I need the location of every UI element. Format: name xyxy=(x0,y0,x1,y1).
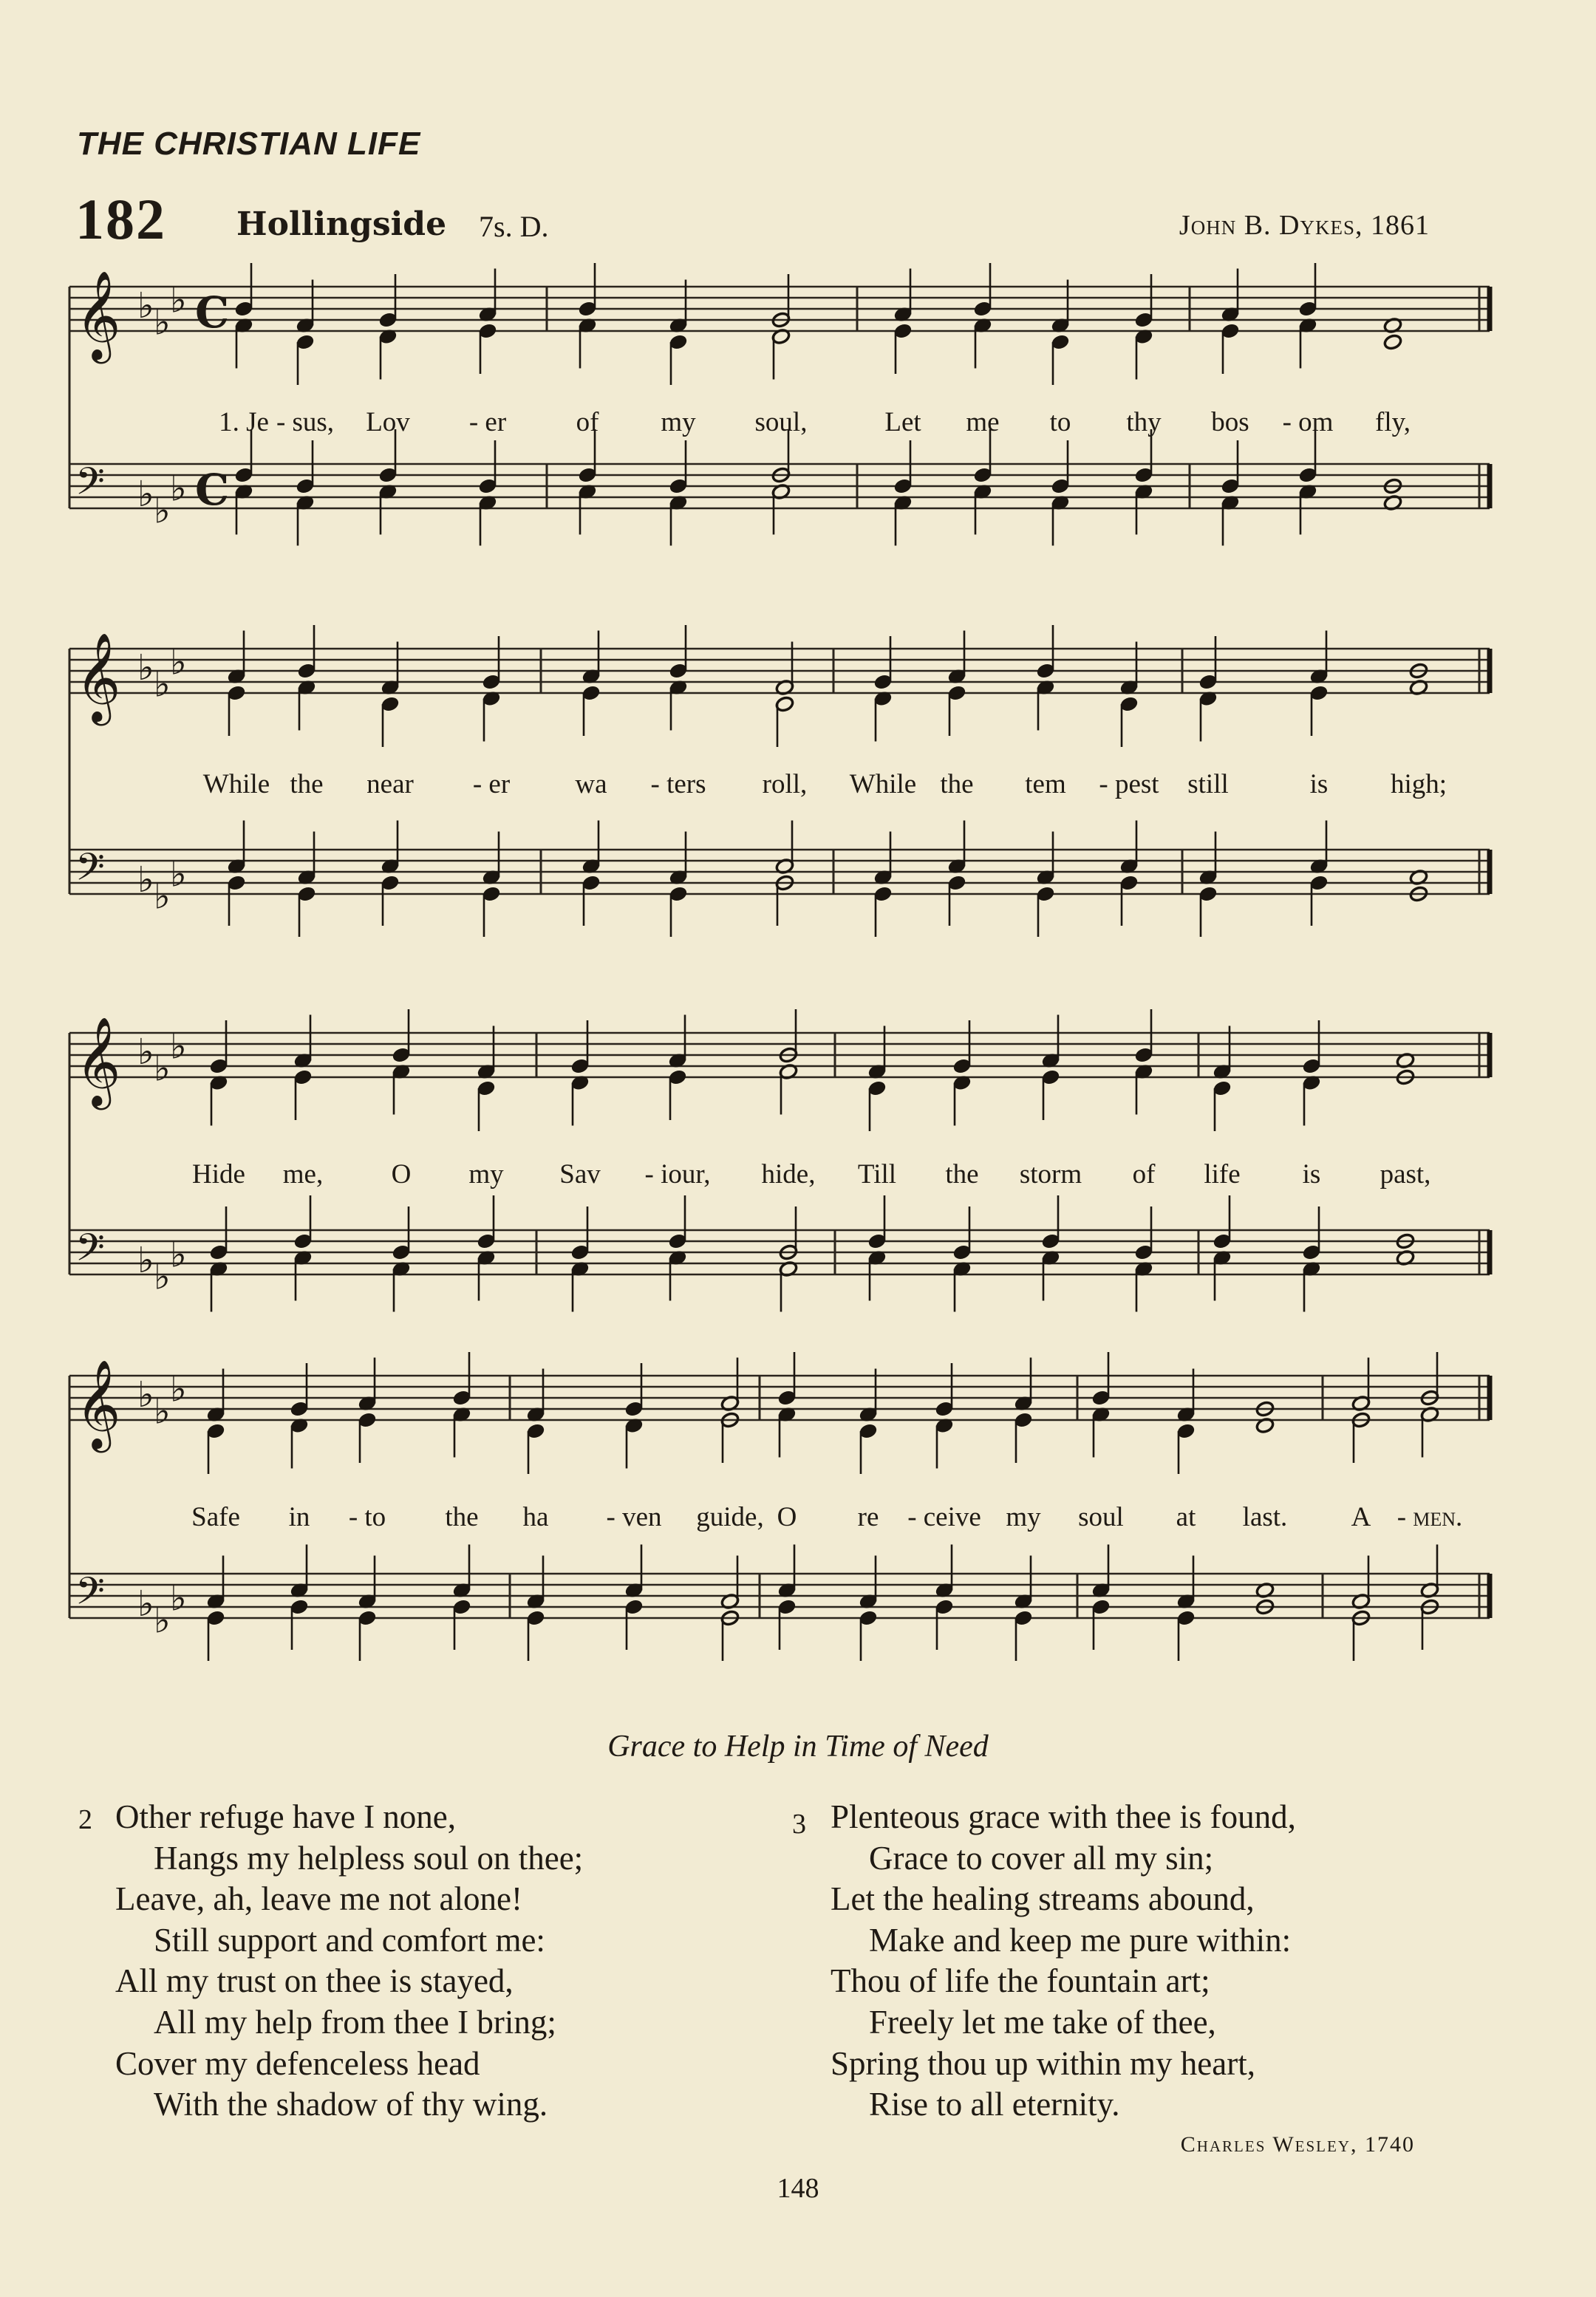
treble-clef: 𝄞 xyxy=(75,1016,121,1106)
lyric-syllable: me, xyxy=(282,1159,324,1190)
flat-sign: ♭ xyxy=(170,641,187,683)
bass-clef: 𝄢 xyxy=(75,844,105,898)
lyric-syllable: ha xyxy=(522,1502,549,1532)
lyric-syllable: the xyxy=(445,1502,479,1532)
lyric-syllable: O xyxy=(777,1502,797,1532)
flat-sign: ♭ xyxy=(170,1368,187,1410)
lyric-syllable: bos xyxy=(1211,407,1249,437)
lyric-syllable: Lov xyxy=(366,407,410,437)
lyric-line xyxy=(0,406,1596,443)
lyric-syllable: Let xyxy=(884,407,921,437)
flat-sign: ♭ xyxy=(154,1048,171,1090)
flat-sign: ♭ xyxy=(137,285,154,327)
lyric-syllable: re xyxy=(857,1502,879,1532)
lyric-syllable: the xyxy=(290,769,324,799)
flat-sign: ♭ xyxy=(170,468,187,510)
hymn-number: 182 xyxy=(75,187,166,251)
lyric-syllable: Hide xyxy=(192,1159,245,1190)
meter: 7s. D. xyxy=(479,210,549,243)
lyric-syllable: - er xyxy=(468,407,507,437)
flat-sign: ♭ xyxy=(154,301,171,344)
lyric-syllable: - sus, xyxy=(276,407,335,437)
verse-2 xyxy=(78,1797,583,2126)
lyric-syllable: life xyxy=(1204,1159,1241,1190)
verse-3 xyxy=(792,1797,1296,2126)
lyric-syllable: While xyxy=(202,769,270,799)
lyric-syllable: near xyxy=(366,769,414,799)
lyric-syllable: - er xyxy=(472,769,511,799)
lyric-syllable: - ven xyxy=(606,1502,662,1532)
lyric-line xyxy=(0,1501,1596,1538)
verse-line: Leave, ah, leave me not alone! xyxy=(115,1880,522,1918)
lyric-syllable: past, xyxy=(1380,1159,1431,1190)
lyric-syllable: guide, xyxy=(696,1502,764,1532)
section-title: THE CHRISTIAN LIFE xyxy=(77,126,421,162)
verse-line: Rise to all eternity. xyxy=(869,2086,1120,2123)
flat-sign: ♭ xyxy=(154,663,171,706)
flat-sign: ♭ xyxy=(154,1390,171,1433)
flat-sign: ♭ xyxy=(137,474,154,515)
lyric-syllable: - ters xyxy=(650,769,706,799)
lyric-syllable: high; xyxy=(1390,769,1447,799)
lyric-line xyxy=(0,1158,1596,1195)
verse-line: Thou of life the fountain art; xyxy=(831,1962,1210,2000)
treble-clef: 𝄞 xyxy=(75,270,121,360)
lyric-syllable: Safe xyxy=(191,1502,240,1532)
flat-sign: ♭ xyxy=(154,1600,171,1642)
verse-number: 3 xyxy=(792,1809,806,1840)
lyric-syllable: 1. Je xyxy=(219,407,269,437)
lyric-syllable: Sav xyxy=(559,1159,601,1190)
lyric-syllable: soul xyxy=(1078,1502,1124,1532)
lyric-syllable: thy xyxy=(1126,407,1162,437)
flat-sign: ♭ xyxy=(154,490,171,532)
verse-line: Freely let me take of thee, xyxy=(869,2003,1216,2041)
lyric-syllable: - pest xyxy=(1099,769,1159,799)
bass-clef: 𝄢 xyxy=(75,459,105,513)
notehead xyxy=(1383,333,1402,350)
treble-clef: 𝄞 xyxy=(75,632,121,722)
lyric-syllable: fly, xyxy=(1375,407,1411,437)
flat-sign: ♭ xyxy=(137,1240,154,1281)
verse-line: Let the healing streams abound, xyxy=(831,1880,1255,1918)
lyric-syllable: - iour, xyxy=(644,1159,711,1190)
lyric-syllable: still xyxy=(1187,769,1229,799)
verse-line: All my help from thee I bring; xyxy=(154,2003,556,2041)
lyric-syllable: my xyxy=(468,1159,504,1190)
flat-sign: ♭ xyxy=(170,1234,187,1276)
lyric-syllable: A xyxy=(1351,1502,1371,1532)
tune-name: Hollingside xyxy=(236,205,447,243)
lyric-syllable: O xyxy=(391,1159,412,1190)
bass-clef: 𝄢 xyxy=(75,1225,105,1279)
composer-credit: John B. Dykes, 1861 xyxy=(1179,210,1430,241)
flat-sign: ♭ xyxy=(137,1583,154,1625)
flat-sign: ♭ xyxy=(154,1256,171,1298)
flat-sign: ♭ xyxy=(137,859,154,901)
lyric-syllable: - men. xyxy=(1396,1502,1463,1532)
verse-line: Hangs my helpless soul on thee; xyxy=(154,1839,584,1877)
verse-line: Cover my defenceless head xyxy=(115,2044,480,2082)
flat-sign: ♭ xyxy=(137,647,154,689)
lyric-syllable: soul, xyxy=(754,407,808,437)
author-credit: Charles Wesley, 1740 xyxy=(1180,2132,1415,2157)
page-number: 148 xyxy=(777,2173,819,2204)
flat-sign: ♭ xyxy=(170,1577,187,1619)
verse-line: Still support and comfort me: xyxy=(154,1921,545,1959)
verse-line: With the shadow of thy wing. xyxy=(154,2086,548,2123)
lyric-syllable: is xyxy=(1302,1159,1321,1190)
lyric-syllable: of xyxy=(576,407,599,437)
flat-sign: ♭ xyxy=(170,853,187,895)
lyric-syllable: me xyxy=(966,407,1000,437)
flat-sign: ♭ xyxy=(154,876,171,918)
lyric-syllable: the xyxy=(945,1159,979,1190)
lyric-syllable: storm xyxy=(1019,1159,1082,1190)
verse-line: Grace to cover all my sin; xyxy=(869,1839,1214,1877)
flat-sign: ♭ xyxy=(170,279,187,321)
flat-sign: ♭ xyxy=(170,1025,187,1068)
time-signature: C xyxy=(195,287,230,338)
verse-line: Plenteous grace with thee is found, xyxy=(831,1798,1296,1835)
lyric-syllable: tem xyxy=(1025,769,1066,799)
lyric-syllable: my xyxy=(661,407,696,437)
verse-caption: Grace to Help in Time of Need xyxy=(607,1730,989,1764)
flat-sign: ♭ xyxy=(137,1031,154,1073)
lyric-syllable: wa xyxy=(575,769,607,799)
lyric-syllable: - to xyxy=(348,1502,386,1532)
lyric-syllable: the xyxy=(940,769,974,799)
lyric-syllable: roll, xyxy=(762,769,808,799)
verse-line: Make and keep me pure within: xyxy=(869,1921,1292,1959)
lyric-syllable: to xyxy=(1049,407,1071,437)
lyric-syllable: is xyxy=(1309,769,1329,799)
verse-line: All my trust on thee is stayed, xyxy=(115,1962,514,2000)
treble-clef: 𝄞 xyxy=(75,1359,121,1449)
lyric-line xyxy=(0,768,1596,805)
verse-line: Other refuge have I none, xyxy=(115,1798,457,1835)
lyric-syllable: - om xyxy=(1282,407,1334,437)
lyric-syllable: hide, xyxy=(761,1159,816,1190)
lyric-syllable: While xyxy=(849,769,917,799)
lyric-syllable: last. xyxy=(1242,1502,1288,1532)
lyric-syllable: Till xyxy=(857,1159,897,1190)
lyric-syllable: my xyxy=(1006,1502,1041,1532)
verse-line: Spring thou up within my heart, xyxy=(831,2044,1255,2082)
verse-number: 2 xyxy=(78,1804,92,1835)
flat-sign: ♭ xyxy=(137,1374,154,1416)
lyric-syllable: at xyxy=(1176,1502,1196,1532)
bass-clef: 𝄢 xyxy=(75,1569,105,1622)
time-signature: C xyxy=(195,465,230,515)
lyric-syllable: of xyxy=(1132,1159,1156,1190)
lyric-syllable: in xyxy=(288,1502,310,1532)
lyric-syllable: - ceive xyxy=(907,1502,981,1532)
